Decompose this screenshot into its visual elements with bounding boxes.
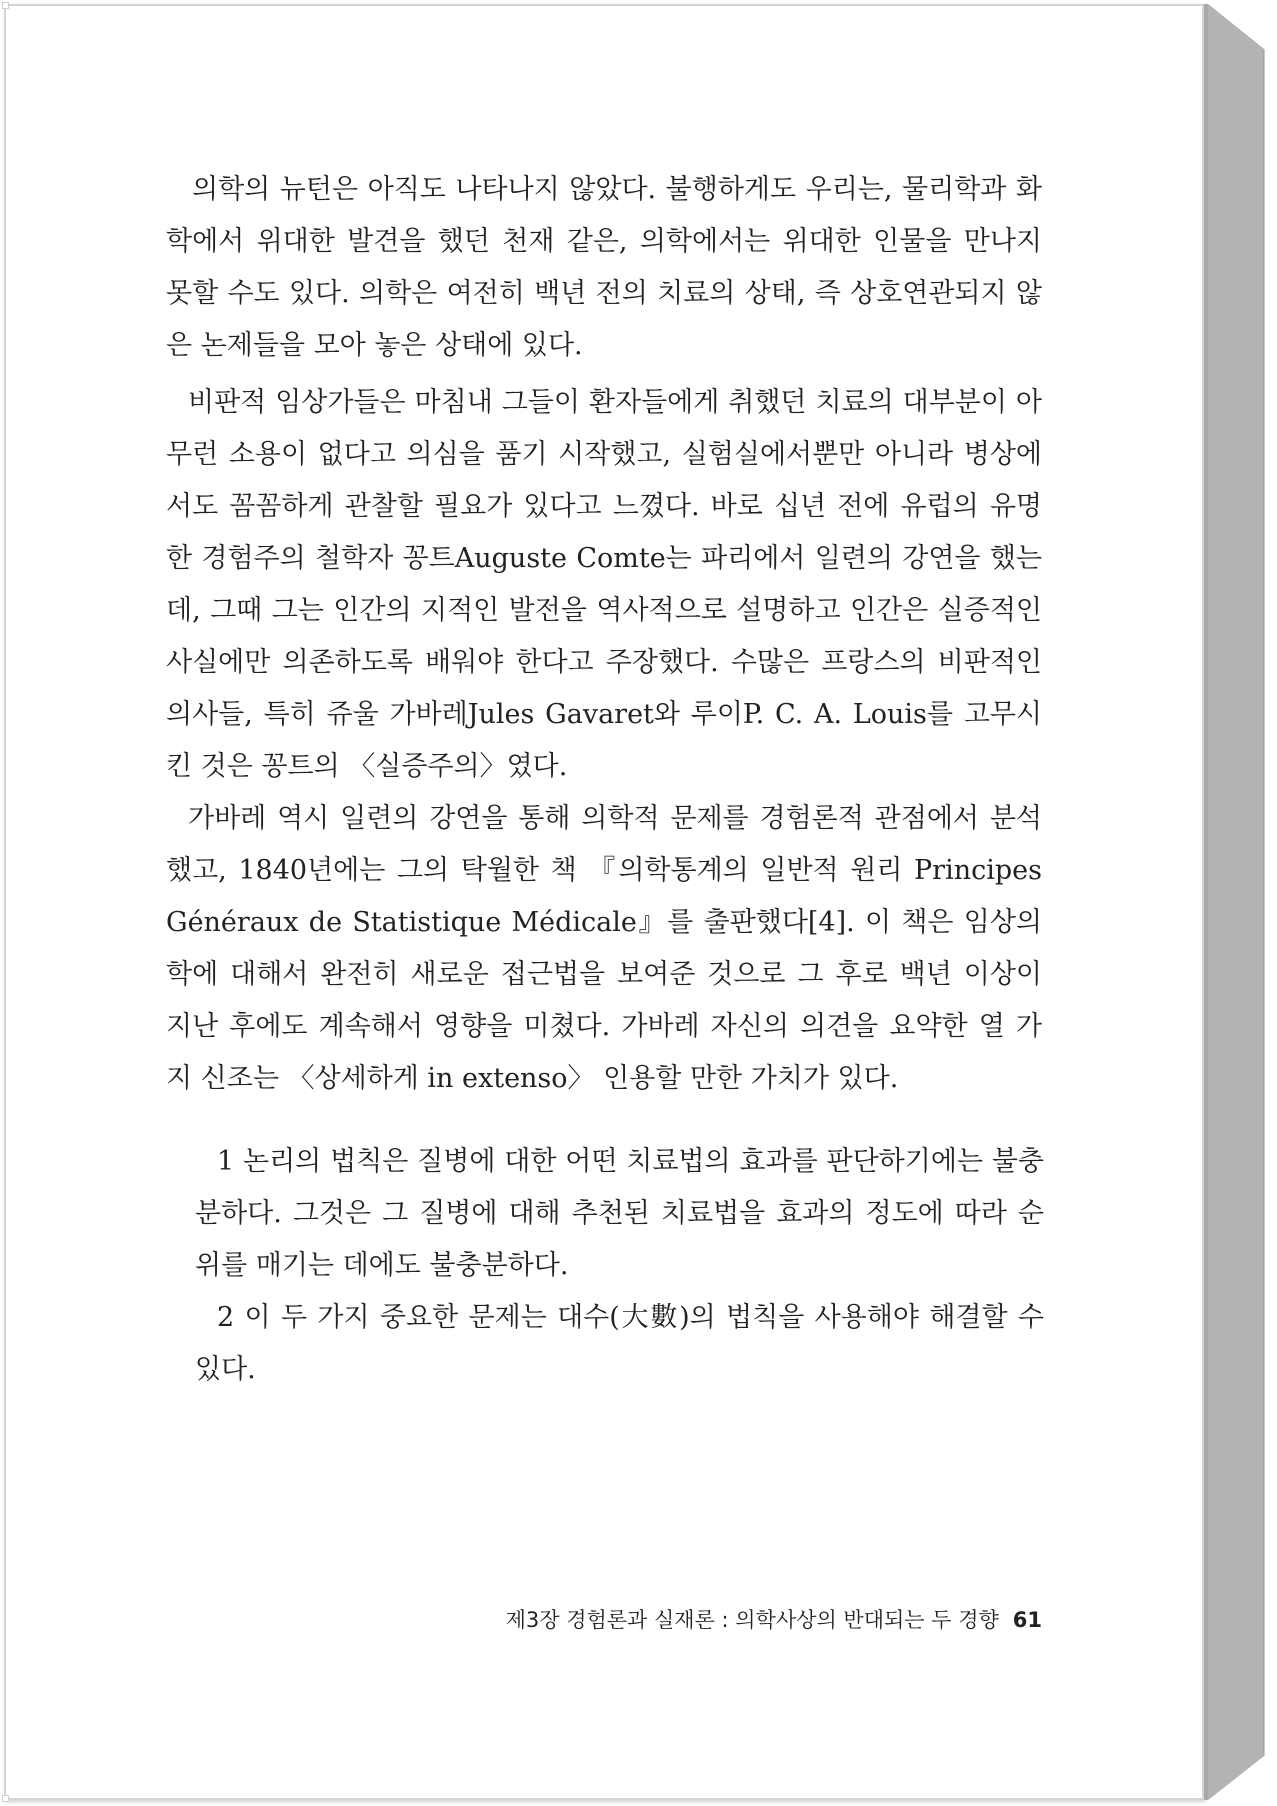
main-block [166,377,1042,1105]
page-number: 61 [1012,1608,1042,1632]
list-item: 2 이 두 가지 중요한 문제는 대수(大數)의 법칙을 사용해야 해결할 수 있다. [195,1302,1044,1385]
running-footer [430,1604,1042,1634]
selection-handle[interactable] [2,2,9,9]
paragraph: 가바레 역시 일련의 강연을 통해 의학적 문제를 경험론적 관점에서 분석했고, 1840년에는 그의 탁월한 책 『의학통계의 일반적 원리 Principes Généraux de Statistique Médicale』를 출판했다[4]. 이 책은 임상의학에 대해서 완전히 새로운 접근법을 보여준 것으로 그 후로 백년 이상이 지난 후에도 계속해서 영향을 미쳤다. 가바레 자신의 의견을 요약한 열 가지 신조는 〈상세하게 in extenso〉 인용할 만한 가치가 있다. [166,803,1042,1094]
paragraph: 의학의 뉴턴은 아직도 나타나지 않았다. 불행하게도 우리는, 물리학과 화학에서 위대한 발견을 했던 천재 같은, 의학에서는 위대한 인물을 만나지 못할 수도 있다. 의학은 여전히 백년 전의 치료의 상태, 즉 상호연관되지 않은 논제들을 모아 놓은 상태에 있다. [166,174,1042,361]
quoted-list [195,1136,1044,1396]
intro-block [166,164,1042,372]
paragraph: 비판적 임상가들은 마침내 그들이 환자들에게 취했던 치료의 대부분이 아무런 소용이 없다고 의심을 품기 시작했고, 실험실에서뿐만 아니라 병상에서도 꼼꼼하게 관찰할 필요가 있다고 느꼈다. 바로 십년 전에 유럽의 유명한 경험주의 철학자 꽁트Auguste Comte는 파리에서 일련의 강연을 했는데, 그때 그는 인간의 지적인 발전을 역사적으로 설명하고 인간은 실증적인 사실에만 의존하도록 배워야 한다고 주장했다. 수많은 프랑스의 비판적인 의사들, 특히 쥬울 가바레Jules Gavaret와 루이P. C. A. Louis를 고무시킨 것은 꽁트의 〈실증주의〉였다. [166,387,1042,782]
selection-handle[interactable] [2,1795,9,1802]
list-item: 1 논리의 법칙은 질병에 대한 어떤 치료법의 효과를 판단하기에는 불충분하다. 그것은 그 질병에 대해 추천된 치료법을 효과의 정도에 따라 순위를 매기는 데에도 불충분하다. [195,1146,1044,1281]
running-head: 제3장 경험론과 실재론 : 의학사상의 반대되는 두 경향 [505,1608,999,1632]
page-stack-edge [1204,4,1270,1800]
